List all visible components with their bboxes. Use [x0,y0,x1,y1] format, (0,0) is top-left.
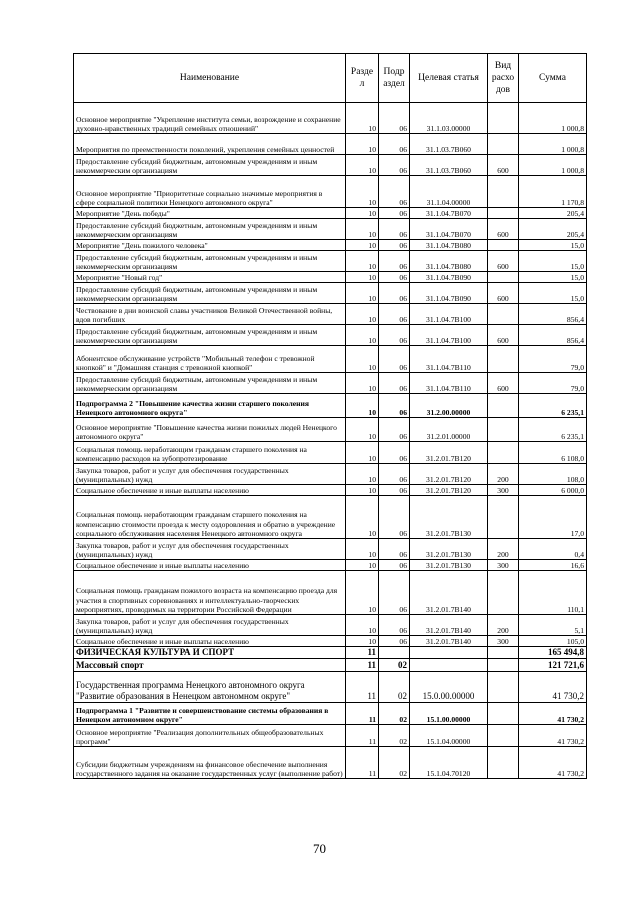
cell-s: 41 730,2 [519,725,587,747]
cell-v [488,176,519,208]
cell-r: 10 [346,304,379,325]
cell-t: 31.1.04.7B070 [410,219,488,240]
table-row [74,442,587,464]
cell-p: 06 [379,208,410,219]
cell-p: 06 [379,571,410,615]
table-row [74,272,587,283]
table-row [74,725,587,747]
cell-name: Субсидии бюджетным учреждениям на финансовое обеспечение выполнения государственного задания на оказание государственных услуг (выполнение работ) [74,747,346,779]
cell-name: Основное мероприятие "Повышение качества жизни пожилых людей Ненецкого автономного округа" [74,418,346,442]
cell-t: 31.1.04.7B080 [410,251,488,272]
cell-name: Социальное обеспечение и иные выплаты населению [74,485,346,496]
cell-r: 10 [346,176,379,208]
cell-p: 06 [379,442,410,464]
cell-v [488,725,519,747]
cell-name: Массовый спорт [74,659,346,672]
cell-t: 31.2.01.7B130 [410,539,488,560]
cell-v [488,240,519,251]
cell-p: 06 [379,272,410,283]
cell-r: 11 [346,659,379,672]
table-row [74,103,587,134]
cell-v: 600 [488,155,519,176]
cell-s: 110,1 [519,571,587,615]
cell-p: 06 [379,283,410,304]
cell-v [488,703,519,725]
cell-s: 1 170,8 [519,176,587,208]
cell-r: 10 [346,240,379,251]
table-row [74,560,587,571]
cell-r: 11 [346,703,379,725]
cell-s: 41 730,2 [519,672,587,703]
cell-s: 16,6 [519,560,587,571]
cell-p: 06 [379,240,410,251]
cell-p: 06 [379,325,410,346]
cell-t: 31.2.01.7B130 [410,560,488,571]
cell-name: Закупка товаров, работ и услуг для обеспечения государственных (муниципальных) нужд [74,464,346,485]
header-podrazdel: Подр аздел [379,54,410,103]
cell-t: 31.2.01.7B120 [410,464,488,485]
cell-t: 31.1.04.7B110 [410,346,488,373]
cell-s: 1 000,8 [519,155,587,176]
header-vid: Вид расхо дов [488,54,519,103]
table-row [74,283,587,304]
header-target: Целевая статья [410,54,488,103]
cell-p: 02 [379,672,410,703]
cell-p: 06 [379,346,410,373]
table-row [74,418,587,442]
cell-s: 15,0 [519,251,587,272]
cell-v: 200 [488,539,519,560]
cell-v [488,418,519,442]
cell-s: 1 000,8 [519,134,587,155]
cell-name: Основное мероприятие "Укрепление института семьи, возрождение и сохранение духовно-нравственных традиций семейных отношений" [74,103,346,134]
cell-v [488,659,519,672]
cell-r: 10 [346,496,379,539]
cell-r: 10 [346,373,379,394]
cell-r: 10 [346,464,379,485]
cell-name: Мероприятие "День пожилого человека" [74,240,346,251]
cell-p: 06 [379,485,410,496]
cell-p: 06 [379,464,410,485]
cell-p: 02 [379,703,410,725]
cell-name: Абонентское обслуживание устройств "Мобильный телефон с тревожной кнопкой" и "Домашняя станция с тревожной кнопкой" [74,346,346,373]
table-row [74,176,587,208]
cell-name: Подпрограмма 2 "Повышение качества жизни старшего поколения Ненецкого автономного округа" [74,394,346,418]
table-row [74,346,587,373]
cell-p: 06 [379,539,410,560]
cell-p: 06 [379,176,410,208]
cell-p: 06 [379,615,410,636]
cell-p: 06 [379,394,410,418]
cell-name: Подпрограмма 1 "Развитие и совершенствование системы образования в Ненецком автономном округе" [74,703,346,725]
cell-v [488,571,519,615]
cell-s: 205,4 [519,219,587,240]
table-row [74,208,587,219]
cell-s: 15,0 [519,272,587,283]
cell-v [488,272,519,283]
table-row [74,325,587,346]
cell-t: 31.1.03.00000 [410,103,488,134]
cell-r: 10 [346,539,379,560]
table-row [74,373,587,394]
cell-name: Основное мероприятие "Приоритетные социально значимые мероприятия в сфере социальной политики Ненецкого автономного округа" [74,176,346,208]
cell-r: 10 [346,325,379,346]
cell-s: 79,0 [519,346,587,373]
cell-v: 300 [488,636,519,647]
table-row [74,485,587,496]
cell-name: Мероприятие "День победы" [74,208,346,219]
cell-name: Предоставление субсидий бюджетным, автономным учреждениям и иным некоммерческим организациям [74,251,346,272]
cell-t: 31.2.00.00000 [410,394,488,418]
cell-s: 41 730,2 [519,747,587,779]
cell-name: Основное мероприятие "Реализация дополнительных общеобразовательных программ" [74,725,346,747]
cell-p: 06 [379,134,410,155]
cell-p: 02 [379,747,410,779]
cell-t: 31.2.01.00000 [410,418,488,442]
table-row [74,304,587,325]
cell-name: Предоставление субсидий бюджетным, автономным учреждениям и иным некоммерческим организациям [74,373,346,394]
table-row [74,636,587,647]
cell-p [379,647,410,659]
cell-t: 31.1.04.7B100 [410,304,488,325]
cell-v: 600 [488,219,519,240]
cell-name: Социальное обеспечение и иные выплаты населению [74,560,346,571]
cell-r: 10 [346,418,379,442]
cell-p: 02 [379,725,410,747]
cell-p: 06 [379,103,410,134]
cell-r: 10 [346,485,379,496]
cell-v [488,496,519,539]
cell-r: 10 [346,103,379,134]
cell-t: 31.2.01.7B140 [410,636,488,647]
cell-t: 31.1.04.7B110 [410,373,488,394]
cell-v: 300 [488,560,519,571]
cell-v: 600 [488,283,519,304]
cell-name: Предоставление субсидий бюджетным, автономным учреждениям и иным некоммерческим организациям [74,219,346,240]
cell-v [488,647,519,659]
table-row [74,647,587,659]
cell-v: 600 [488,251,519,272]
table-row [74,155,587,176]
cell-name: Государственная программа Ненецкого автономного округа "Развитие образования в Ненецком автономном округе" [74,672,346,703]
cell-name: ФИЗИЧЕСКАЯ КУЛЬТУРА И СПОРТ [74,647,346,659]
cell-name: Предоставление субсидий бюджетным, автономным учреждениям и иным некоммерческим организациям [74,155,346,176]
cell-v: 300 [488,485,519,496]
cell-s: 856,4 [519,304,587,325]
cell-t: 31.2.01.7B140 [410,615,488,636]
cell-name: Закупка товаров, работ и услуг для обеспечения государственных (муниципальных) нужд [74,539,346,560]
cell-name: Чествование в дни воинской славы участников Великой Отечественной войны, вдов погибших [74,304,346,325]
cell-s: 6 108,0 [519,442,587,464]
cell-v [488,103,519,134]
cell-s: 121 721,6 [519,659,587,672]
cell-r: 11 [346,647,379,659]
table-row [74,571,587,615]
cell-r: 10 [346,272,379,283]
table-row [74,219,587,240]
cell-v: 600 [488,373,519,394]
cell-s: 6 235,1 [519,394,587,418]
cell-t: 15.1.04.70120 [410,747,488,779]
page-number: 70 [313,841,326,856]
cell-t [410,647,488,659]
cell-r: 10 [346,155,379,176]
table-row [74,496,587,539]
cell-t: 31.2.01.7B120 [410,442,488,464]
cell-s: 5,1 [519,615,587,636]
cell-s: 17,0 [519,496,587,539]
table-row [74,464,587,485]
cell-name: Предоставление субсидий бюджетным, автономным учреждениям и иным некоммерческим организациям [74,325,346,346]
cell-name: Предоставление субсидий бюджетным, автономным учреждениям и иным некоммерческим организациям [74,283,346,304]
cell-t: 31.1.03.7B060 [410,134,488,155]
header-razdel: Разде л [346,54,379,103]
cell-p: 06 [379,155,410,176]
cell-t: 31.2.01.7B120 [410,485,488,496]
table-body [74,103,587,779]
cell-v [488,747,519,779]
cell-t: 31.1.04.7B100 [410,325,488,346]
table-row [74,251,587,272]
cell-r: 10 [346,346,379,373]
table-row [74,240,587,251]
cell-v [488,442,519,464]
cell-p: 02 [379,659,410,672]
cell-t: 31.2.01.7B130 [410,496,488,539]
cell-v [488,672,519,703]
header-sum: Сумма [519,54,587,103]
cell-t: 31.1.04.7B090 [410,283,488,304]
cell-r: 10 [346,636,379,647]
cell-p: 06 [379,560,410,571]
cell-t: 31.1.04.7B080 [410,240,488,251]
cell-r: 10 [346,571,379,615]
cell-name: Социальная помощь гражданам пожилого возраста на компенсацию проезда для участия в спортивных соревнованиях и интеллектуально-творческих мероприятиях, проводимых на территории Российской Федерации [74,571,346,615]
cell-p: 06 [379,496,410,539]
cell-r: 10 [346,134,379,155]
cell-t: 31.1.04.7B070 [410,208,488,219]
table-row [74,394,587,418]
cell-r: 11 [346,747,379,779]
table-row [74,659,587,672]
table-row [74,747,587,779]
cell-s: 6 235,1 [519,418,587,442]
cell-s: 41 730,2 [519,703,587,725]
cell-t: 31.1.04.00000 [410,176,488,208]
cell-r: 10 [346,283,379,304]
cell-t: 15.0.00.00000 [410,672,488,703]
cell-s: 15,0 [519,240,587,251]
cell-name: Социальная помощь неработающим гражданам старшего поколения на компенсацию расходов на зубопротезирование [74,442,346,464]
cell-r: 11 [346,725,379,747]
cell-p: 06 [379,418,410,442]
cell-t: 31.1.04.7B090 [410,272,488,283]
cell-p: 06 [379,251,410,272]
cell-s: 108,0 [519,464,587,485]
cell-s: 0,4 [519,539,587,560]
cell-name: Социальное обеспечение и иные выплаты населению [74,636,346,647]
cell-t: 31.1.03.7B060 [410,155,488,176]
table-row [74,703,587,725]
cell-r: 10 [346,615,379,636]
cell-name: Социальная помощь неработающим гражданам старшего поколения на компенсацию стоимости проезда к месту оздоровления и обратно в учреждение социального обслуживания населения Ненецкого автономного округа [74,496,346,539]
cell-s: 15,0 [519,283,587,304]
cell-t [410,659,488,672]
cell-s: 856,4 [519,325,587,346]
table-row [74,615,587,636]
cell-p: 06 [379,373,410,394]
cell-name: Мероприятие "Новый год" [74,272,346,283]
table-row [74,134,587,155]
table-row [74,539,587,560]
cell-v [488,346,519,373]
cell-t: 15.1.04.00000 [410,725,488,747]
cell-t: 31.2.01.7B140 [410,571,488,615]
cell-v [488,208,519,219]
cell-s: 205,4 [519,208,587,219]
cell-v: 600 [488,325,519,346]
cell-s: 165 494,8 [519,647,587,659]
cell-v [488,304,519,325]
cell-r: 11 [346,672,379,703]
cell-p: 06 [379,219,410,240]
cell-r: 10 [346,208,379,219]
cell-s: 1 000,8 [519,103,587,134]
cell-s: 79,0 [519,373,587,394]
cell-v: 200 [488,615,519,636]
cell-v [488,394,519,418]
table-header-row [74,54,587,103]
cell-s: 105,0 [519,636,587,647]
cell-r: 10 [346,560,379,571]
table-row [74,672,587,703]
cell-name: Закупка товаров, работ и услуг для обеспечения государственных (муниципальных) нужд [74,615,346,636]
cell-v: 200 [488,464,519,485]
cell-r: 10 [346,394,379,418]
budget-table [73,53,587,779]
cell-r: 10 [346,442,379,464]
cell-t: 15.1.00.00000 [410,703,488,725]
cell-r: 10 [346,219,379,240]
cell-s: 6 000,0 [519,485,587,496]
cell-p: 06 [379,304,410,325]
cell-r: 10 [346,251,379,272]
cell-p: 06 [379,636,410,647]
cell-v [488,134,519,155]
cell-name: Мероприятия по преемственности поколений, укрепления семейных ценностей [74,134,346,155]
header-name: Наименование [74,54,346,103]
